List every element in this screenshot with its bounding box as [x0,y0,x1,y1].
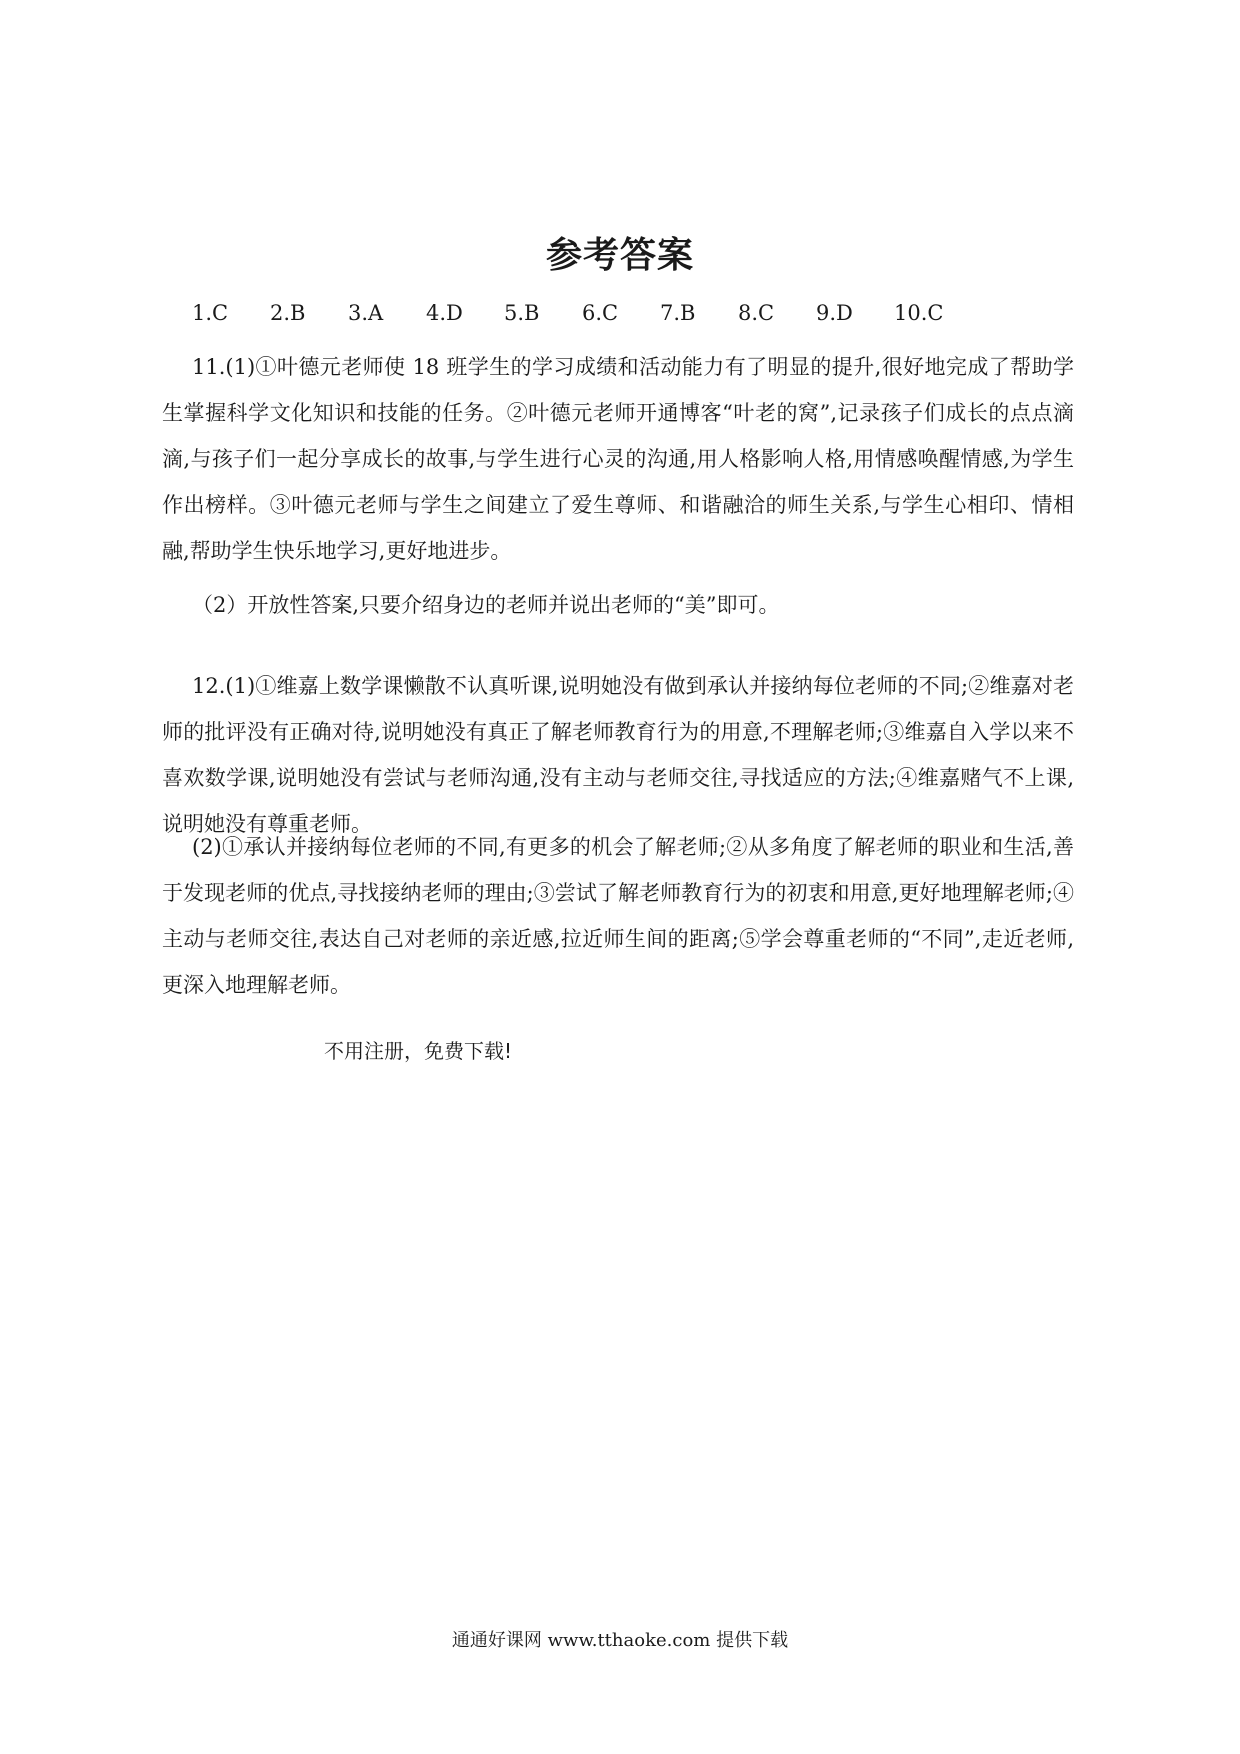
answer-q12-part1: 12.(1)①维嘉上数学课懒散不认真听课,说明她没有做到承认并接纳每位老师的不同;②维嘉对老师的批评没有正确对待,说明她没有真正了解老师教育行为的用意,不理解老师;③维嘉自入学以来不喜欢数学课,说明她没有尝试与老师沟通,没有主动与老师交往,寻找适应的方法;④维嘉赌气不上课,说明她没有尊重老师。 [162,674,1075,836]
choice-answer: 8.C [738,301,775,325]
choice-answer: 3.A [348,301,384,325]
choice-answer: 1.C [192,301,229,325]
choice-answer: 2.B [270,301,306,325]
choice-answer: 9.D [816,301,853,325]
page-title: 参考答案 [545,235,694,276]
answer-q12-part2: (2)①承认并接纳每位老师的不同,有更多的机会了解老师;②从多角度了解老师的职业和生活,善于发现老师的优点,寻找接纳老师的理由;③尝试了解老师教育行为的初衷和用意,更好地理解老师;④主动与老师交往,表达自己对老师的亲近感,拉近师生间的距离;⑤学会尊重老师的“不同”,走近老师,更深入地理解老师。 [162,835,1074,997]
choice-answer: 10.C [894,301,944,325]
choice-answer: 5.B [504,301,540,325]
choice-answer: 4.D [426,301,463,325]
choice-answers-row [192,296,972,330]
choice-answer: 7.B [660,301,696,325]
page-footer: 通通好课网 www.tthaoke.com 提供下载 [451,1630,789,1651]
answer-q11-part2: （2）开放性答案,只要介绍身边的老师并说出老师的“美”即可。 [192,593,780,617]
choice-answer: 6.C [582,301,619,325]
answer-q11-part1: 11.(1)①叶德元老师使 18 班学生的学习成绩和活动能力有了明显的提升,很好地完成了帮助学生掌握科学文化知识和技能的任务。②叶德元老师开通博客“叶老的窝”,记录孩子们成长的点点滴滴,与孩子们一起分享成长的故事,与学生进行心灵的沟通,用人格影响人格,用情感唤醒情感,为学生作出榜样。③叶德元老师与学生之间建立了爱生尊师、和谐融洽的师生关系,与学生心相印、情相融,帮助学生快乐地学习,更好地进步。 [162,355,1074,563]
free-download-note: 不用注册，免费下载! [324,1039,513,1063]
